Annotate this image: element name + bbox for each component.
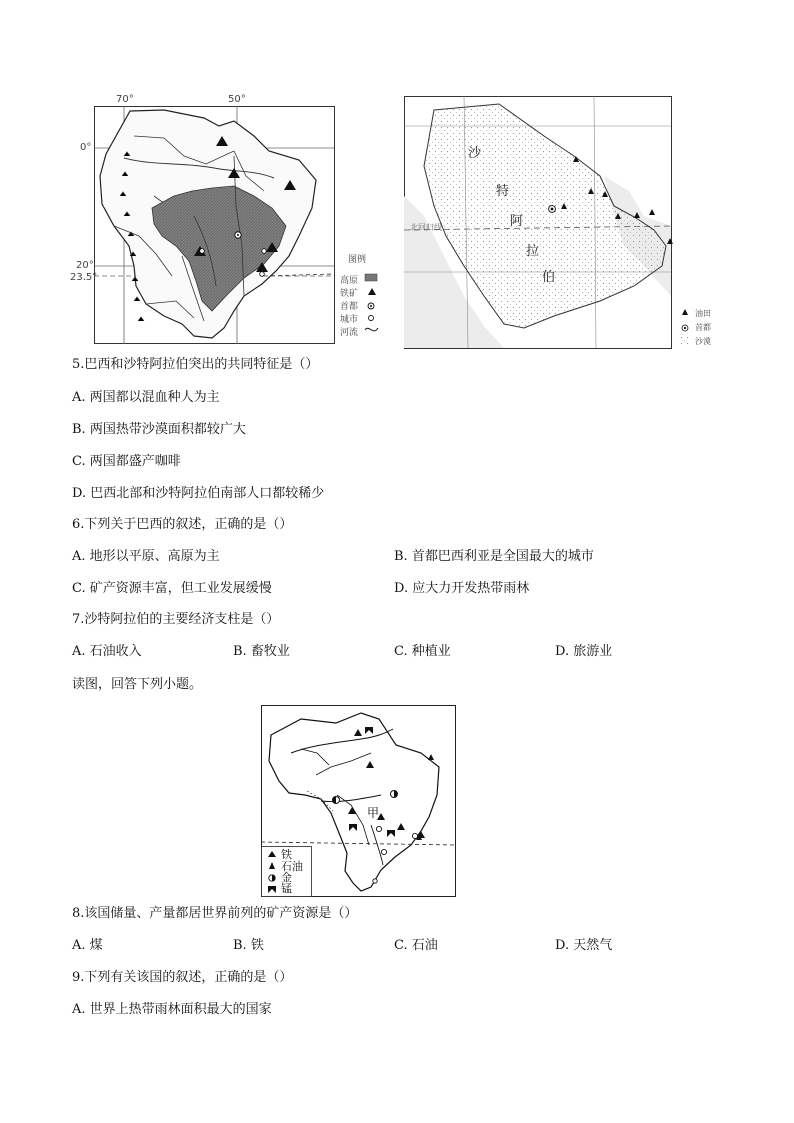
legend-gold-label: 金 — [281, 871, 292, 884]
legend-city-label: 城市 — [340, 315, 359, 325]
q5-option-c[interactable]: C. 两国都盛产咖啡 — [72, 454, 181, 469]
lon-label-50: 50° — [228, 94, 246, 105]
lon-label-70: 70° — [116, 94, 134, 105]
brazil-map — [70, 94, 390, 344]
q7-option-b[interactable]: B. 畜牧业 — [233, 644, 290, 659]
q7-option-a[interactable]: A. 石油收入 — [72, 644, 142, 659]
q6-option-b[interactable]: B. 首都巴西利亚是全国最大的城市 — [394, 549, 594, 564]
saudi-char-1: 沙 — [468, 146, 482, 161]
lat-label-0: 0° — [80, 142, 92, 153]
lat-label-20: 20° — [76, 260, 94, 271]
q8-option-c[interactable]: C. 石油 — [394, 938, 438, 953]
question-9-stem: 9.下列有关该国的叙述，正确的是（） — [72, 970, 293, 985]
question-5-stem: 5.巴西和沙特阿拉伯突出的共同特征是（） — [72, 357, 319, 372]
q5-option-a[interactable]: A. 两国都以混血种人为主 — [72, 390, 220, 405]
q6-option-c[interactable]: C. 矿产资源丰富，但工业发展缓慢 — [72, 581, 272, 596]
q5-option-d[interactable]: D. 巴西北部和沙特阿拉伯南部人口都较稀少 — [72, 486, 325, 501]
q6-option-a[interactable]: A. 地形以平原、高原为主 — [72, 549, 220, 564]
legend-capital-label: 首都 — [695, 323, 711, 332]
q6-option-d[interactable]: D. 应大力开发热带雨林 — [394, 581, 530, 596]
saudi-char-3: 阿 — [510, 214, 524, 229]
q7-option-d[interactable]: D. 旅游业 — [555, 644, 613, 659]
legend-iron-label: 铁 — [281, 848, 292, 861]
saudi-char-5: 伯 — [542, 270, 556, 285]
q5-option-b[interactable]: B. 两国热带沙漠面积都较广大 — [72, 422, 246, 437]
saudi-char-4: 拉 — [526, 244, 540, 259]
legend-capital-label: 首都 — [340, 302, 359, 312]
legend-oilfield-label: 油田 — [695, 309, 711, 318]
tropic-line-label: 北回归线 — [410, 223, 442, 232]
question-6-stem: 6.下列关于巴西的叙述，正确的是（） — [72, 517, 293, 532]
legend-desert-label: 沙漠 — [695, 337, 711, 346]
saudi-char-2: 特 — [496, 184, 510, 199]
q8-option-b[interactable]: B. 铁 — [233, 938, 264, 953]
legend-plateau-label: 高原 — [340, 276, 359, 286]
q8-option-d[interactable]: D. 天然气 — [555, 938, 613, 953]
lat-label-23-5: 23.5° — [70, 272, 98, 283]
minerals-map — [261, 705, 456, 897]
region-label-jia: 甲 — [367, 806, 380, 820]
saudi-map — [404, 96, 726, 349]
legend-river-label: 河流 — [340, 328, 359, 338]
legend-title: 图例 — [348, 255, 367, 265]
q9-option-a[interactable]: A. 世界上热带雨林面积最大的国家 — [72, 1002, 272, 1017]
read-map-prompt: 读图，回答下列小题。 — [72, 677, 203, 692]
q8-option-a[interactable]: A. 煤 — [72, 938, 103, 953]
legend-iron-label: 铁矿 — [340, 289, 359, 299]
question-8-stem: 8.该国储量、产量都居世界前列的矿产资源是（） — [72, 906, 358, 921]
question-7-stem: 7.沙特阿拉伯的主要经济支柱是（） — [72, 612, 280, 627]
legend-oil-label: 石油 — [281, 860, 303, 873]
legend-manganese-label: 锰 — [281, 882, 292, 895]
q7-option-c[interactable]: C. 种植业 — [394, 644, 451, 659]
saudi-map-graphic — [404, 96, 726, 349]
